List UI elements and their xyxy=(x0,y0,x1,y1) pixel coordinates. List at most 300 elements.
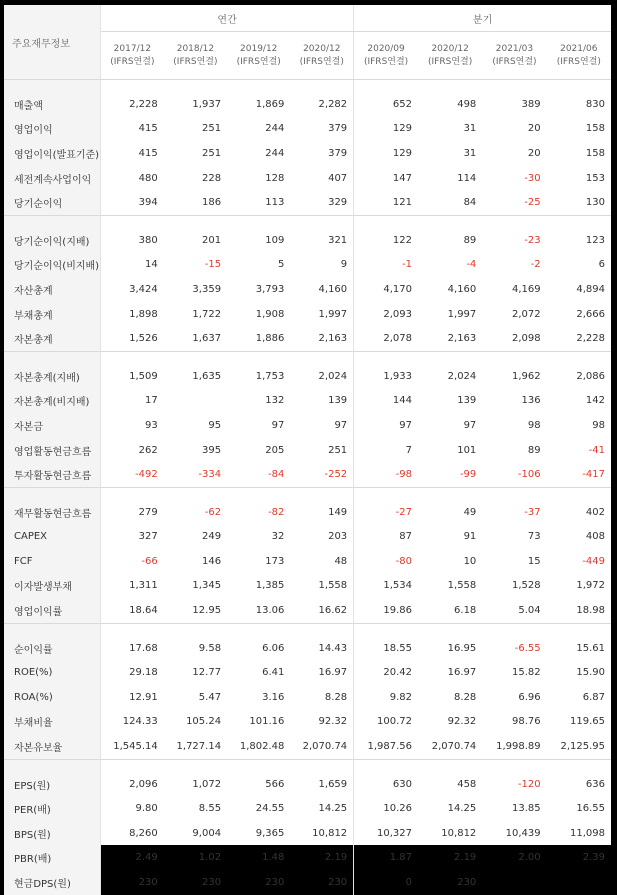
value-cell: -23 xyxy=(524,234,541,246)
value-cell: 16.97 xyxy=(318,667,348,679)
value-cell: 1,908 xyxy=(255,308,285,320)
value-cell: 1,997 xyxy=(447,308,477,320)
value-cell xyxy=(164,389,227,414)
group-spacer xyxy=(4,759,611,772)
value-cell: 142 xyxy=(585,395,605,407)
value-cell: 18.64 xyxy=(129,605,158,617)
value-cell: 17.68 xyxy=(129,642,158,654)
value-cell: -334 xyxy=(198,469,222,481)
value-cell: 2,070.74 xyxy=(431,741,477,753)
value-cell: 389 xyxy=(521,98,541,110)
value-cell: 9.80 xyxy=(135,803,158,815)
value-cell: 89 xyxy=(463,234,477,246)
value-cell: 2,098 xyxy=(511,333,541,345)
value-cell: 2,666 xyxy=(576,308,605,320)
value-cell: 1,972 xyxy=(576,580,605,592)
table-body xyxy=(4,80,611,895)
value-cell: 136 xyxy=(521,395,541,407)
value-cell: 6 xyxy=(598,259,605,271)
group-spacer xyxy=(4,351,611,364)
value-cell: -6.55 xyxy=(514,642,541,654)
row-label: 영업활동현금흐름 xyxy=(4,438,100,463)
value-cell: 92.32 xyxy=(447,716,477,728)
period-header xyxy=(290,32,353,80)
value-cell: 87 xyxy=(354,525,418,550)
value-cell: 129 xyxy=(354,117,418,142)
period-basis: (IFRS연결) xyxy=(110,56,155,67)
value-cell: 9.58 xyxy=(198,642,222,654)
period-date: 2017/12 xyxy=(113,43,152,54)
value-cell: 1,345 xyxy=(192,580,222,592)
value-cell: 123 xyxy=(585,234,605,246)
row-label: 당기순이익(지배) xyxy=(4,228,100,253)
period-basis: (IFRS연결) xyxy=(492,56,537,67)
value-cell: 18.55 xyxy=(354,636,418,661)
value-cell: 31 xyxy=(463,147,477,159)
value-cell: 113 xyxy=(265,197,285,209)
value-cell: 4,894 xyxy=(576,283,605,295)
value-cell: 114 xyxy=(457,172,477,184)
table-row xyxy=(4,574,611,599)
row-label: EPS(원) xyxy=(4,772,100,797)
value-cell: 9,365 xyxy=(255,827,285,839)
value-cell: 14.25 xyxy=(447,803,477,815)
value-cell: 147 xyxy=(354,166,418,191)
value-cell: 4,160 xyxy=(318,283,348,295)
value-cell: 394 xyxy=(138,197,158,209)
value-cell: 16.62 xyxy=(318,605,348,617)
table-row xyxy=(4,870,611,895)
group-spacer xyxy=(4,487,611,500)
value-cell: 205 xyxy=(265,444,285,456)
row-label: 자본유보율 xyxy=(4,734,100,759)
value-cell: 12.77 xyxy=(192,667,222,679)
value-cell: 8.28 xyxy=(324,691,348,703)
value-cell: 2,024 xyxy=(318,370,348,382)
group-spacer xyxy=(4,215,611,228)
value-cell: -120 xyxy=(517,778,541,790)
value-cell: 1,937 xyxy=(192,98,222,110)
value-cell: 8.55 xyxy=(198,803,222,815)
value-cell: 146 xyxy=(201,555,222,567)
value-cell: 98 xyxy=(592,419,605,431)
value-cell: 15.82 xyxy=(511,667,541,679)
financial-table xyxy=(4,5,611,895)
value-cell: 408 xyxy=(585,531,605,543)
value-cell: 5 xyxy=(277,259,285,271)
row-label: 순이익률 xyxy=(4,636,100,661)
value-cell: 130 xyxy=(585,197,605,209)
value-cell: 203 xyxy=(328,531,348,543)
table-row xyxy=(4,462,611,487)
value-cell: 630 xyxy=(354,772,418,797)
value-cell: 91 xyxy=(463,531,477,543)
value-cell: 15 xyxy=(527,555,541,567)
value-cell: -62 xyxy=(204,506,222,518)
value-cell: 2,282 xyxy=(318,98,348,110)
value-cell: 5.04 xyxy=(518,605,541,617)
value-cell: 251 xyxy=(201,147,222,159)
value-cell: 1,722 xyxy=(192,308,222,320)
value-cell: 4,170 xyxy=(354,277,418,302)
value-cell: 1,987.56 xyxy=(354,734,418,759)
row-label: 매출액 xyxy=(4,92,100,117)
row-label: 현금DPS(원) xyxy=(4,870,100,895)
row-label: CAPEX xyxy=(4,525,100,550)
value-cell: -2 xyxy=(530,259,541,271)
value-cell: -99 xyxy=(459,469,477,481)
period-basis: (IFRS연결) xyxy=(299,56,344,67)
value-cell: 186 xyxy=(201,197,222,209)
row-label: 부채총계 xyxy=(4,302,100,327)
table-row xyxy=(4,796,611,821)
value-cell: 14.25 xyxy=(318,803,348,815)
value-cell: 1,898 xyxy=(129,308,158,320)
table-row xyxy=(4,846,611,871)
value-cell: 10,812 xyxy=(312,827,348,839)
table-row xyxy=(4,364,611,389)
value-cell: 1,385 xyxy=(255,580,285,592)
value-cell: 10,327 xyxy=(354,821,418,846)
table-row xyxy=(4,772,611,797)
value-cell: 10 xyxy=(463,555,477,567)
table-row xyxy=(4,141,611,166)
value-cell: 1,311 xyxy=(129,580,158,592)
group-spacer xyxy=(4,623,611,636)
value-cell: 101.16 xyxy=(249,716,285,728)
period-basis: (IFRS연결) xyxy=(173,56,218,67)
value-cell: 2,024 xyxy=(447,370,477,382)
value-cell: 2.19 xyxy=(454,852,477,864)
value-cell: 1,962 xyxy=(511,370,541,382)
value-cell: 158 xyxy=(585,123,605,135)
period-header xyxy=(354,32,418,80)
value-cell: 380 xyxy=(138,234,158,246)
value-cell: 139 xyxy=(328,395,348,407)
row-label: ROA(%) xyxy=(4,685,100,710)
row-label: 영업이익(발표기준) xyxy=(4,141,100,166)
value-cell: 7 xyxy=(354,438,418,463)
table-row xyxy=(4,500,611,525)
row-label: 자본총계 xyxy=(4,326,100,351)
value-cell: 48 xyxy=(334,555,348,567)
row-label: ROE(%) xyxy=(4,660,100,685)
row-label: 영업이익률 xyxy=(4,598,100,623)
value-cell: 379 xyxy=(328,147,348,159)
value-cell: 6.87 xyxy=(582,691,605,703)
value-cell: 173 xyxy=(265,555,285,567)
value-cell xyxy=(547,870,611,895)
value-cell: 20 xyxy=(527,123,541,135)
value-cell: 1,509 xyxy=(129,370,158,382)
value-cell: 144 xyxy=(354,389,418,414)
value-cell: 395 xyxy=(201,444,222,456)
value-cell: 124.33 xyxy=(122,716,158,728)
value-cell: 98.76 xyxy=(511,716,541,728)
value-cell: 100.72 xyxy=(354,710,418,735)
row-label: 재무활동현금흐름 xyxy=(4,500,100,525)
value-cell: 73 xyxy=(527,531,541,543)
value-cell: 6.18 xyxy=(454,605,477,617)
value-cell: 105.24 xyxy=(186,716,222,728)
value-cell: 89 xyxy=(527,444,541,456)
table-row xyxy=(4,636,611,661)
value-cell: 97 xyxy=(271,419,285,431)
value-cell: -41 xyxy=(588,444,605,456)
value-cell: 16.95 xyxy=(447,642,477,654)
row-label: 영업이익 xyxy=(4,117,100,142)
row-label: PER(배) xyxy=(4,796,100,821)
value-cell: -15 xyxy=(204,259,222,271)
value-cell: 17 xyxy=(145,395,158,407)
value-cell: -37 xyxy=(524,506,541,518)
value-cell: 1,886 xyxy=(255,333,285,345)
value-cell: 4,160 xyxy=(447,283,477,295)
value-cell: 321 xyxy=(328,234,348,246)
period-date: 2021/03 xyxy=(495,43,534,54)
value-cell: 98 xyxy=(527,419,541,431)
value-cell: 11,098 xyxy=(570,827,605,839)
value-cell: 15.61 xyxy=(576,642,605,654)
value-cell: 1.48 xyxy=(262,852,285,864)
value-cell: 566 xyxy=(265,778,285,790)
value-cell: 262 xyxy=(138,444,158,456)
value-cell: 84 xyxy=(463,197,477,209)
value-cell: 415 xyxy=(138,123,158,135)
value-cell: 0 xyxy=(354,870,418,895)
value-cell: 3,793 xyxy=(255,283,285,295)
value-cell: -82 xyxy=(268,506,285,518)
value-cell: 109 xyxy=(265,234,285,246)
value-cell: 158 xyxy=(585,147,605,159)
value-cell: 1,072 xyxy=(192,778,222,790)
period-header xyxy=(547,32,611,80)
period-header xyxy=(227,32,290,80)
value-cell: 93 xyxy=(145,419,158,431)
table-row xyxy=(4,438,611,463)
value-cell: -252 xyxy=(324,469,348,481)
value-cell: 458 xyxy=(457,778,477,790)
table-row xyxy=(4,660,611,685)
value-cell: 101 xyxy=(457,444,477,456)
period-date: 2020/12 xyxy=(431,43,469,54)
table-row xyxy=(4,734,611,759)
value-cell: 6.06 xyxy=(262,642,285,654)
value-cell: 402 xyxy=(585,506,605,518)
quarterly-group-header: 분기 xyxy=(354,5,611,32)
table-row xyxy=(4,228,611,253)
value-cell: 230 xyxy=(328,877,348,889)
value-cell: 498 xyxy=(457,98,477,110)
value-cell: 230 xyxy=(201,877,222,889)
value-cell: 9 xyxy=(340,259,348,271)
value-cell: 92.32 xyxy=(318,716,348,728)
financial-summary-panel xyxy=(4,5,611,891)
value-cell: 1,558 xyxy=(318,580,348,592)
value-cell: 2.39 xyxy=(582,852,605,864)
value-cell: 10,812 xyxy=(441,827,477,839)
value-cell: -449 xyxy=(582,555,605,567)
value-cell: 128 xyxy=(265,172,285,184)
value-cell: 2,070.74 xyxy=(302,741,348,753)
period-basis: (IFRS연결) xyxy=(428,56,473,67)
table-row xyxy=(4,190,611,215)
table-row xyxy=(4,92,611,117)
value-cell: 16.97 xyxy=(447,667,477,679)
value-cell: 19.86 xyxy=(354,598,418,623)
value-cell: 153 xyxy=(585,172,605,184)
value-cell: 2,086 xyxy=(576,370,605,382)
value-cell: 3.16 xyxy=(262,691,285,703)
value-cell: 3,359 xyxy=(192,283,222,295)
value-cell: 10.26 xyxy=(354,796,418,821)
value-cell: 13.06 xyxy=(255,605,285,617)
table-row xyxy=(4,277,611,302)
value-cell: 2,125.95 xyxy=(560,741,605,753)
value-cell: 20 xyxy=(527,147,541,159)
value-cell: 251 xyxy=(328,444,348,456)
value-cell: 139 xyxy=(457,395,477,407)
row-label: FCF xyxy=(4,549,100,574)
value-cell: 10,439 xyxy=(505,827,541,839)
annual-group-header: 연간 xyxy=(100,5,353,32)
row-label: 당기순이익 xyxy=(4,190,100,215)
period-date: 2020/12 xyxy=(303,43,341,54)
value-cell: -30 xyxy=(524,172,541,184)
value-cell: 379 xyxy=(328,123,348,135)
value-cell: 97 xyxy=(334,419,348,431)
table-row xyxy=(4,685,611,710)
table-row xyxy=(4,549,611,574)
value-cell: 97 xyxy=(463,419,477,431)
value-cell: 119.65 xyxy=(570,716,605,728)
table-row xyxy=(4,117,611,142)
value-cell: 122 xyxy=(354,228,418,253)
value-cell: 12.95 xyxy=(192,605,222,617)
value-cell: 2,078 xyxy=(354,326,418,351)
value-cell: 31 xyxy=(463,123,477,135)
table-row xyxy=(4,710,611,735)
value-cell: 129 xyxy=(354,141,418,166)
value-cell: 1,869 xyxy=(255,98,285,110)
value-cell: 279 xyxy=(138,506,158,518)
value-cell: 2,163 xyxy=(447,333,477,345)
value-cell: -417 xyxy=(582,469,605,481)
value-cell: 1.02 xyxy=(198,852,222,864)
value-cell: 480 xyxy=(138,172,158,184)
value-cell: 1,558 xyxy=(447,580,477,592)
value-cell: 15.90 xyxy=(576,667,605,679)
period-header xyxy=(100,32,163,80)
value-cell: 1,534 xyxy=(354,574,418,599)
row-label: 당기순이익(비지배) xyxy=(4,253,100,278)
row-label: BPS(원) xyxy=(4,821,100,846)
row-label: PBR(배) xyxy=(4,846,100,871)
value-cell: 407 xyxy=(328,172,348,184)
value-cell: 3,424 xyxy=(129,283,158,295)
value-cell: 14 xyxy=(145,259,158,271)
value-cell: -492 xyxy=(135,469,158,481)
value-cell: 329 xyxy=(328,197,348,209)
value-cell: 230 xyxy=(265,877,285,889)
value-cell: 12.91 xyxy=(129,691,158,703)
value-cell: 327 xyxy=(138,531,158,543)
value-cell: 2,093 xyxy=(354,302,418,327)
value-cell: 251 xyxy=(201,123,222,135)
value-cell: 1,637 xyxy=(192,333,222,345)
table-row xyxy=(4,525,611,550)
value-cell: 5.47 xyxy=(198,691,222,703)
table-row xyxy=(4,413,611,438)
period-header xyxy=(164,32,227,80)
value-cell: 14.43 xyxy=(318,642,348,654)
value-cell: 49 xyxy=(463,506,477,518)
value-cell: 244 xyxy=(265,147,285,159)
value-cell: 2.19 xyxy=(324,852,348,864)
value-cell: 2.49 xyxy=(135,852,158,864)
value-cell: 13.85 xyxy=(511,803,541,815)
period-date: 2018/12 xyxy=(176,43,215,54)
table-row xyxy=(4,253,611,278)
row-label: 자본총계(비지배) xyxy=(4,389,100,414)
table-row xyxy=(4,166,611,191)
value-cell: 9.82 xyxy=(354,685,418,710)
value-cell: 1,997 xyxy=(318,308,348,320)
row-label: 자산총계 xyxy=(4,277,100,302)
row-label: 투자활동현금흐름 xyxy=(4,462,100,487)
value-cell: 95 xyxy=(208,419,222,431)
value-cell: 8,260 xyxy=(129,827,158,839)
value-cell: 8.28 xyxy=(454,691,477,703)
value-cell: 2.00 xyxy=(518,852,541,864)
value-cell: 1,933 xyxy=(354,364,418,389)
value-cell xyxy=(482,870,546,895)
value-cell: 1,998.89 xyxy=(496,741,541,753)
value-cell: 97 xyxy=(354,413,418,438)
value-cell: 18.98 xyxy=(576,605,605,617)
value-cell: 1,526 xyxy=(129,333,158,345)
period-header xyxy=(482,32,546,80)
value-cell: 1,545.14 xyxy=(113,741,158,753)
value-cell: -66 xyxy=(141,555,158,567)
value-cell: -4 xyxy=(466,259,477,271)
value-cell: 20.42 xyxy=(354,660,418,685)
value-cell: 249 xyxy=(201,531,222,543)
value-cell: 230 xyxy=(138,877,158,889)
value-cell: 415 xyxy=(138,147,158,159)
value-cell: -1 xyxy=(354,253,418,278)
row-label: 부채비율 xyxy=(4,710,100,735)
period-date: 2019/12 xyxy=(240,43,278,54)
table-row xyxy=(4,389,611,414)
table-row xyxy=(4,302,611,327)
value-cell: 6.41 xyxy=(262,667,285,679)
value-cell: 1,528 xyxy=(511,580,541,592)
value-cell: 121 xyxy=(354,190,418,215)
value-cell: 149 xyxy=(328,506,348,518)
value-cell: 1,635 xyxy=(192,370,222,382)
value-cell: 2,163 xyxy=(318,333,348,345)
value-cell: 652 xyxy=(354,92,418,117)
corner-label: 주요재무정보 xyxy=(4,5,100,80)
value-cell: 244 xyxy=(265,123,285,135)
value-cell: 6.96 xyxy=(518,691,541,703)
table-row xyxy=(4,821,611,846)
value-cell: 1,802.48 xyxy=(239,741,285,753)
value-cell: 4,169 xyxy=(511,283,541,295)
value-cell: 228 xyxy=(201,172,222,184)
value-cell: 32 xyxy=(271,531,285,543)
